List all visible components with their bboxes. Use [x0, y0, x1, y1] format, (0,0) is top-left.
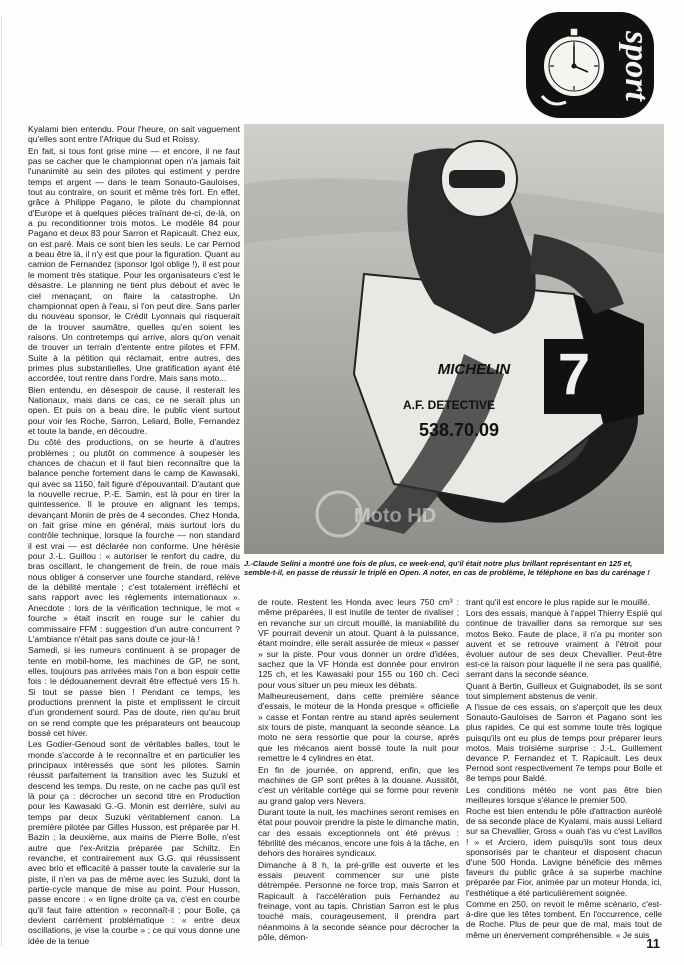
race-photo	[244, 124, 664, 554]
paragraph: Comme en 250, on revoit le même scénario, c'est-à-dire que les têtes tombent. En l'occurrence, celle de Roche. Plus de peur que de mal, mais tout de même un énervement compréhensible. « Je suis	[466, 898, 662, 940]
bike-number: 7	[557, 342, 591, 407]
paragraph: trant qu'il est encore le plus rapide sur le mouillé.	[466, 597, 650, 607]
photo-caption: J.-Claude Selini a montré une fois de plus, ce week-end, qu'il était notre plus brillant représentant en 125 et, semble-t-il, en passe de réussir le triplé en Open. A noter, en cas de problème, le téléphone en bas du carénage !	[244, 559, 650, 578]
page-number: 11	[646, 936, 660, 951]
paragraph: En fin de journée, on apprend, enfin, que les machines de GP sont prêtes à la douane. Aussitôt, c'est un véritable cortège qui se forme pour revenir au grand galop vers Nevers.	[258, 764, 459, 806]
paragraph: Les conditions météo ne vont pas être bien meilleures lorsque s'élance le premier 500.	[466, 784, 662, 805]
svg-text:Moto HD: Moto HD	[354, 505, 437, 527]
paragraph: Bien entendu, en désespoir de cause, il resterait les Nationaux, mais dans ce cas, ce ne serait plus un open. Et puis on a beau dire, le public vient surtout pour voir les Roche, Sarron, Leliard, Bolle, Fernandez et toute la bande, en découdre.	[28, 384, 240, 436]
michelin-sponsor-text: MICHELIN	[437, 361, 511, 378]
sport-section-logo	[522, 10, 658, 122]
article-column-left	[28, 124, 240, 947]
paragraph: Durant toute la nuit, les machines seront remises en état pour pouvoir prendre la piste le dimanche matin, car des essais exceptionnels ont été prévus : fébrilité des mécanos, encore une fois à la tâche, en dehors des horaires syndicaux.	[258, 806, 459, 859]
sponsor-detective-text: A.F. DETECTIVE	[402, 398, 496, 412]
paragraph: Roche est bien entendu le pôle d'attraction auréolé de sa seconde place de Kyalami, mais aussi Leliard sur sa Chevallier, Gross « ouah t'as vu c'est Lavillos ! » et Arciero, idem puisqu'ils sont tous deux sponsorisés par le chanteur et disposent chacun d'une 500 Honda. Lavigne bénéficie des mêmes faveurs du public grâce à sa superbe machine préparée par Fior, animée par un moteur Honda, ici, l'esthétique a été particulièrement soignée.	[466, 806, 662, 898]
paragraph: Lors des essais, manque à l'appel Thierry Espié qui continue de travailler dans sa remorque sur ses motos Beko. Faute de place, il n'a pu monter son auvent et se retrouve vraiment à l'étroit pour évoluer autour de ses deux Chevallier. Peut-être est-ce la raison pour laquelle il ne sera pas qualifié, serrant dans la seconde séance.	[466, 608, 662, 680]
page-edge-stain	[0, 16, 6, 946]
paragraph: Quant à Bertin, Guilleux et Guignabodet, ils se sont tout simplement abstenus de venir.	[466, 680, 662, 701]
article-column-right	[466, 597, 662, 941]
paragraph: Malheureusement, dans cette première séance d'essais, le moteur de la Honda presque « officielle » casse et Fontan rentre au stand après seulement six tours de piste, manquant la seconde séance. La moto ne sera ressortie que pour la course, après que les mécanos aient bossé toute la nuit pour remettre le 4 cylindres en état.	[258, 691, 459, 764]
paragraph: Dimanche à 8 h, la pré-grille est ouverte et les essais peuvent commencer sur une piste détrempée. Personne ne force trop, mais Sarron et Rapicault à l'accélération puis Fernandez au freinage, vont au tapis. Christian Sarron est le plus touché mais, courageusement, il prendra part néanmoins à la seconde séance pour décrocher la pôle, démon-	[258, 859, 459, 942]
paragraph: Du côté des productions, on se heurte à d'autres problèmes ; ou plutôt on commence à soupeser les chances de chacun et il faut bien reconnaître que la balance penche fortement dans le camp de Kawasaki, qui avec sa 1150, fait figure d'épouvantail. D'autant que la nouvelle recrue, P.-E. Samin, est là pour en tirer la quintessence. Il le prouve en alignant les temps, devançant Monin de près de 4 secondes. Chez Honda, on fait grise mine en général, mais surtout lors du contrôle technique, lorsque la fourche — non standard il est vrai — est déclarée non conforme. Une hérésie pour J.-L. Guillou : « autoriser le renfort du cadre, du bras oscillant, le changement de frein, de roue mais nous obliger à conserver une fourche standard, relève de la débilité mentale ; c'est totalement irréfléchi et sans rapport avec les règlements internationaux ». Anecdote : lors de la vérification technique, le mot « fourche » était inscrit en rouge sur le cahier du commissaire FFM : suggestion d'un autre concurrent ? L'ambiance n'était pas sans doute ce jour-là !	[28, 437, 240, 644]
sport-logo-text: sport	[618, 31, 656, 101]
paragraph: de route. Restent les Honda avec leurs 750 cm³ : même préparées, il est inutile de tenter de rivaliser ; en revanche sur un circuit mouillé, la maniabilité du VF pourrait devenir un atout. Quant à la puissance, étant moindre, elle serait assurée de mieux « passer » sur la piste. Pour vous donner un ordre d'idées, sachez que la VF Honda est donnée pour environ 125 ch, et les Kawasaki pour 155 ou 160 ch. Ceci pour vous situer un peu mieux les débats.	[258, 597, 459, 690]
paragraph: A l'issue de ces essais, on s'aperçoit que les deux Sonauto-Gauloises de Sarron et Pagano sont les plus rapides. Ce qui est somme toute très logique puisqu'ils ont eu plus de temps pour préparer leurs motos. Mais troisième surprise : J.-L. Guillement devance P. Fernandez et T. Rapicault. Les deux Pernod sont respectivement 7e temps pour Bolle et 8e temps pour Baldé.	[466, 702, 662, 784]
paragraph: Samedi, si les rumeurs continuent à se propager de tente en mobil-home, les machines de GP, ne sont, elles, toujours pas arrivées mais l'on a bon espoir cette fois : le dédouanement devrait être effectué vers 15 h. Si tout se passe bien ! Pendant ce temps, les productions prennent la piste et emplissent le circuit d'un grondement sourd. Pas de doute, rien qu'au bruit on se rend compte que les préparateurs ont beaucoup bossé cet hiver.	[28, 645, 240, 738]
paragraph: En fait, si tous font grise mine — et encore, il ne faut pas se cacher que le championnat open n'a jamais fait l'unanimité au sein des pilotes qui estiment y perdre temps et argent — dans le team Sonauto-Gauloises, tout au contraire, on sourit et même très fort. En effet, grâce à Philippe Pagano, le pilote du championnat d'Europe et à quelques pièces traînant de-ci, de-là, on a pu reconditionner trois motos. Le modèle 84 pour Pagano et deux 83 pour Sarron et Rapicault. Chez eux, on est paré. Mais ce sont bien les seuls. Le car Pernod a beau être là, il n'y est que pour la figuration. Quant au camion de Fernandez (sponsor Igol oblige !), il est pour le moment très statique. Pour les organisateurs c'est le désastre. Le planning ne tient plus debout et avec le ciel menaçant, on flaire la catastrophe. Un championnat open à l'eau, si l'on peut dire. Sans parler du nouveau sponsor, le Crédit Lyonnais qui risquerait de la trouver saumâtre, quelles qu'en soient les raisons. Un contretemps qui arrive, alors qu'on venait de trouver un terrain d'entente entre pilotes et FFM. Suite à la pétition qui réclamait, entre autres, des primes plus substantielles. Une gratification ayant été accordée, tout rentre dans l'ordre. Mais sans moto...	[28, 145, 240, 384]
article-column-middle	[258, 597, 459, 943]
paragraph: Les Godier-Genoud sont de véritables balles, tout le monde s'accorde à le reconnaître et en particulier les principaux intéressés que sont les pilotes. Samin réussit parfaitement la transition avec les Suzuki et descend les temps. Du reste, on ne cache pas qu'il est là pour ça : décrocher un second titre en Production pour les Kawasaki G.-G. Monin est derrière, suivi au temps par deux Suzuki véritablement canon. La première pilotée par Gilles Husson, est préparée par H. Bazin ; la deuxième, aux mains de Pierre Bolle, n'est autre que l'ex-Aritzia préparée par Schiltz. En revanche, et contrairement aux G.G. qui réussissent avec brio et efficacité à passer toute la cavalerie sur la piste, il n'en va pas de même avec les Suzuki, dont la partie-cycle manque de mise au point. Pour Husson, passe encore : « en ligne droite ça va, c'est en courbe qu'il faut faire attention » reconnaît-il ; pour Bolle, ça devient carrément problématique : « entre deux oscillations, je vise la courbe » ; ce qui vous donne une idée de la tenue	[28, 739, 240, 946]
paragraph: Kyalami bien entendu. Pour l'heure, on sait vaguement qu'elles sont entre l'Afrique du Sud et Roissy.	[28, 124, 240, 145]
phone-number-text: 538.70.09	[418, 420, 500, 440]
